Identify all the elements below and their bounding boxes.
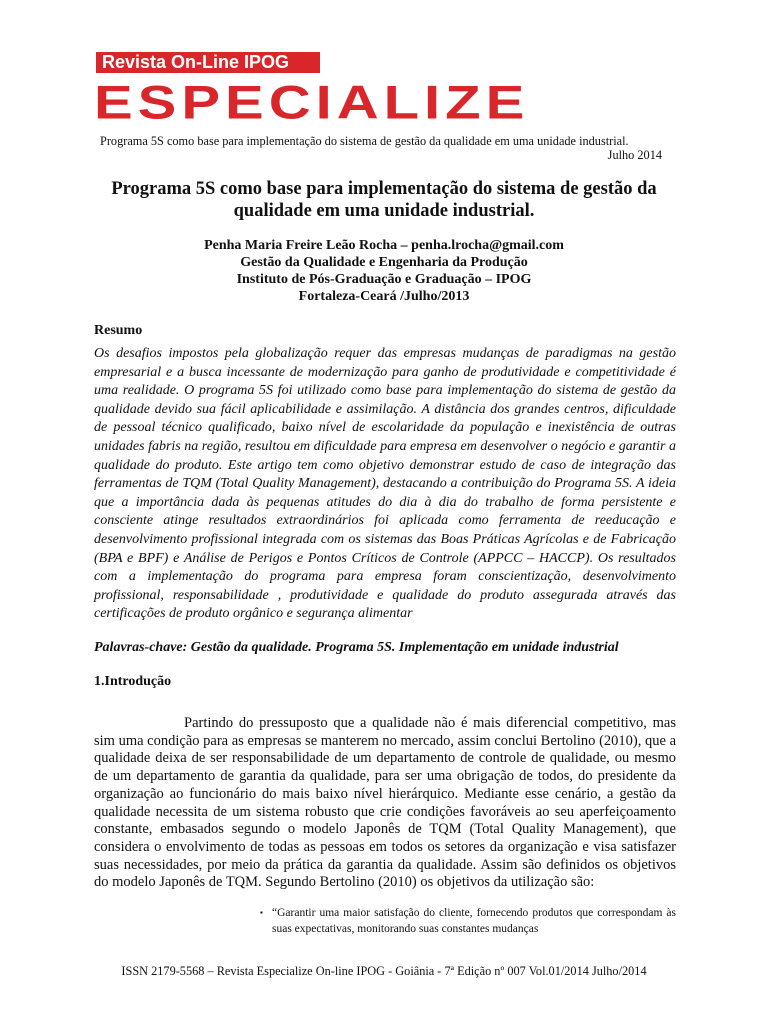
section-heading-introduction: 1.Introdução xyxy=(94,674,172,689)
article-title: Programa 5S como base para implementação do sistema de gestão da qualidade em uma unidade industrial. xyxy=(111,179,657,221)
keywords: Palavras-chave: Gestão da qualidade. Programa 5S. Implementação em unidade industrial xyxy=(94,640,619,655)
journal-banner xyxy=(94,49,674,133)
introduction-paragraph: Partindo do pressuposto que a qualidade não é mais diferencial competitivo, mas sim uma condição para as empresas se manterem no mercado, assim conclui Bertolino (2010), que a qualidade deixa de ser responsabilidade de um departamento de controle de qualidade, ou mesmo de um departamento de garantia da qualidade, para ser uma obrigação de todos, do presidente da organização ao funcionário do mais baixo nível hierárquico. Mediante esse cenário, a gestão da qualidade necessita de um sistema robusto que crie condições favoráveis ao seu aperfeiçoamento constante, embasados segundo o modelo Japonês de TQM (Total Quality Management), que considera o envolvimento de todas as pessoas em todos os setores da organização e visa satisfazer suas necessidades, por meio da prática da garantia da qualidade. Assim são definidos os objetivos do modelo Japonês de TQM. Segundo Bertolino (2010) os objetivos da utilização são: xyxy=(94,715,676,891)
quote-bullet-item xyxy=(260,905,676,937)
journal-logo: ESPECIALIZE xyxy=(94,75,530,130)
journal-label: Revista On-Line IPOG xyxy=(96,52,320,73)
author-block xyxy=(96,237,672,305)
bullet-square-icon: ▪ xyxy=(260,908,263,917)
abstract-heading: Resumo xyxy=(94,323,143,338)
affiliation-program: Gestão da Qualidade e Engenharia da Produção xyxy=(240,255,528,270)
quote-bullet-text: “Garantir uma maior satisfação do cliente, fornecendo produtos que correspondam às suas expectativas, monitorando suas constantes mudanças xyxy=(272,907,676,935)
author-line: Penha Maria Freire Leão Rocha – penha.lrocha@gmail.com xyxy=(204,238,564,253)
issue-date: Julho 2014 xyxy=(607,148,662,162)
running-header xyxy=(100,134,662,162)
page-footer: ISSN 2179-5568 – Revista Especialize On-line IPOG - Goiânia - 7ª Edição nº 007 Vol.01/2014 Julho/2014 xyxy=(121,964,647,978)
affiliation-institute: Instituto de Pós-Graduação e Graduação – IPOG xyxy=(236,272,532,287)
location-date: Fortaleza-Ceará /Julho/2013 xyxy=(298,289,470,304)
abstract-text: Os desafios impostos pela globalização requer das empresas mudanças de paradigmas na gestão empresarial e a busca incessante de modernização para ganho de produtividade e competitividade é uma realidade. O programa 5S foi utilizado como base para implementação do sistema de gestão da qualidade devido sua fácil aplicabilidade e assimilação. A distância dos grandes centros, dificuldade de pessoal técnico qualificado, baixo nível de escolaridade da população e inexistência de outras unidades fabris na região, resultou em dificuldade para empresa em desenvolver o negócio e garantir a qualidade do produto. Este artigo tem como objetivo demonstrar estudo de caso de integração das ferramentas de TQM (Total Quality Management), destacando a contribuição do Programa 5S. A ideia que a importância dada às pequenas atitudes do dia à dia do trabalho de forma persistente e consciente atinge resultados extraordinários foi aplicada como ferramenta de reeducação e desenvolvimento profissional integrada com os sistemas das Boas Práticas Agrícolas e de Fabricação (BPA e BPF) e Análise de Perigos e Pontos Críticos de Controle (APPCC – HACCP). Os resultados com a implementação do programa para empresa foram conscientização, desenvolvimento profissional, responsabilidade , produtividade e qualidade do produto assegurada através das certificações de produto orgânico e segurança alimentar xyxy=(94,346,676,622)
running-title: Programa 5S como base para implementação do sistema de gestão da qualidade em uma unidade industrial. xyxy=(100,134,629,148)
